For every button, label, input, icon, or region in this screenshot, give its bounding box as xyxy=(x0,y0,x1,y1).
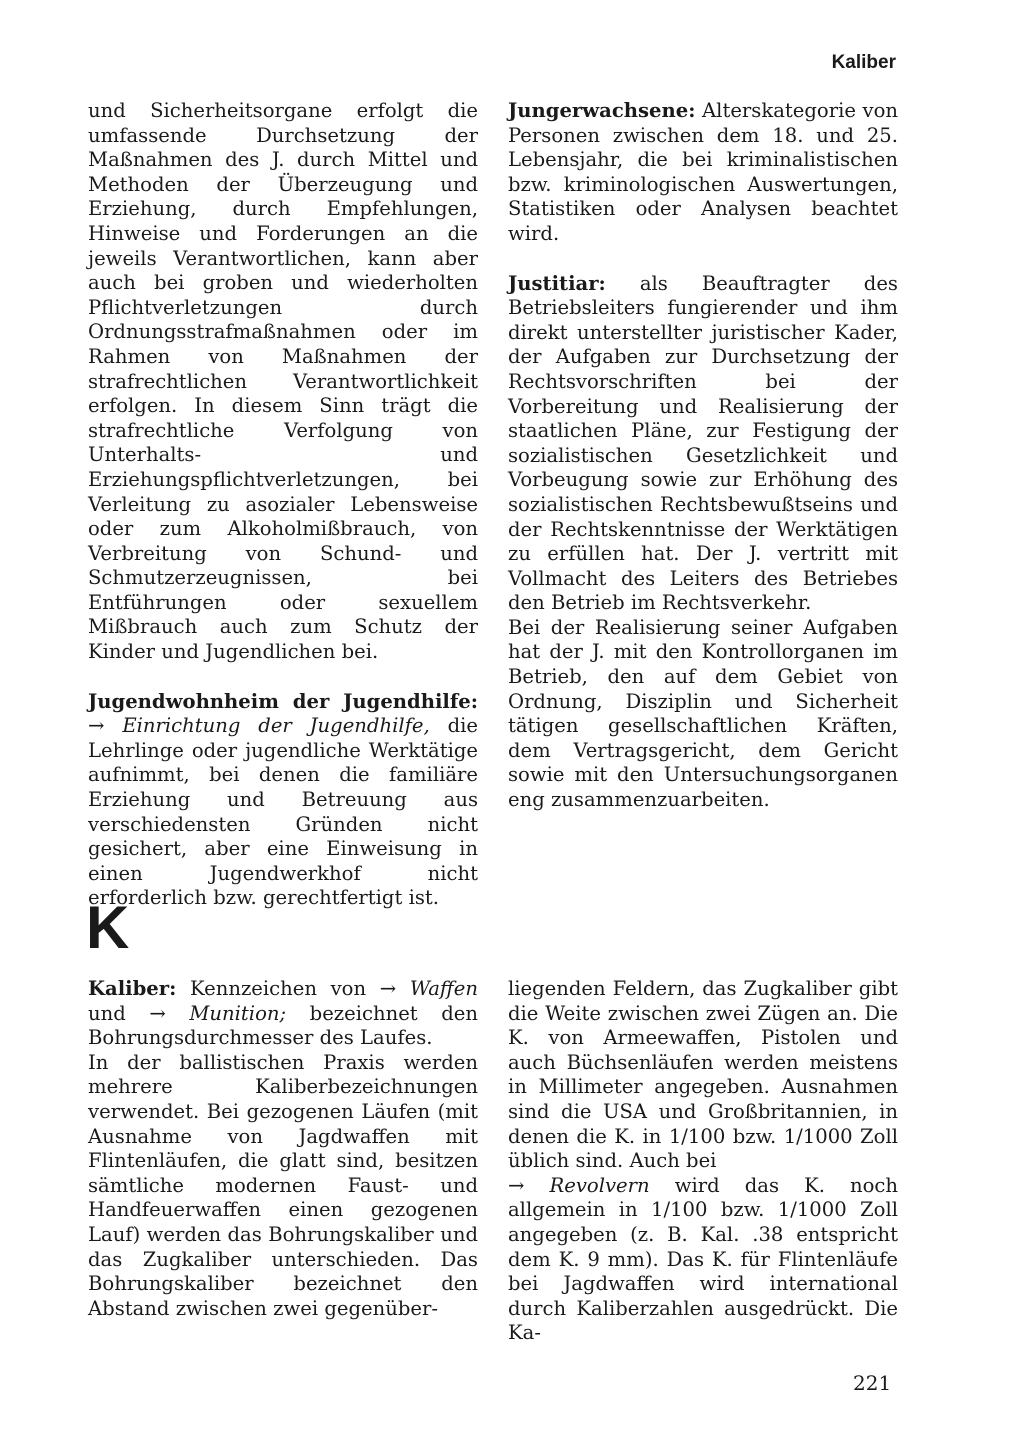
entry-text: liegenden Feldern, das Zugkaliber gibt die Weite zwischen zwei Zügen an. Die K. von Armeewaffen, Pistolen und auch Büchsenläufen werden meistens in Millimeter angegeben. Ausnahmen sind die USA und Großbritannien, in denen die K. in 1/100 bzw. 1/1000 Zoll üblich sind. Auch bei xyxy=(508,977,898,1173)
arrow-icon: → xyxy=(379,977,397,1000)
entry-term: Kaliber: xyxy=(88,977,177,1000)
cross-reference: Einrichtung der Jugendhilfe, xyxy=(122,714,430,738)
paragraph: In der ballistischen Praxis werden mehrere Kaliberbezeichnungen verwendet. Bei gezogenen Läufen (mit Ausnahme von Jagdwaffen mit Flintenläufen, die glatt sind, besitzen sämtliche modernen Faust- und Handfeuerwaffen einen gezogenen Lauf) werden das Bohrungskaliber und das Zugkaliber unterschieden. Das Bohrungskaliber bezeichnet den Abstand zwischen zwei gegenüber- xyxy=(88,1050,478,1320)
entry-jungerwachsene xyxy=(508,99,898,247)
arrow-icon: → xyxy=(149,1001,166,1025)
entry-term: Jungerwachsene: xyxy=(508,99,696,122)
paragraph-continuation: und Sicherheitsorgane erfolgt die umfassende Durchsetzung der Maßnahmen des J. durch Mittel und Methoden der Überzeugung und Erziehung, durch Empfehlungen, Hinweise und Forderungen an die jeweils Verantwortlichen, kann aber auch bei groben und wiederholten Pflichtverletzungen durch Ordnungsstrafmaßnahmen oder im Rahmen von Maßnahmen der strafrechtlichen Verantwortlichkeit erfolgen. In diesem Sinn trägt die strafrechtliche Verfolgung von Unterhalts- und Erziehungspflichtverletzungen, bei Verleitung zu asozialer Lebensweise oder zum Alkoholmißbrauch, von Verbreitung von Schund- und Schmutzerzeugnissen, bei Entführungen oder sexuellem Mißbrauch auch zum Schutz der Kinder und Jugendlichen bei. xyxy=(88,99,478,664)
paragraph-continuation xyxy=(508,977,898,1346)
entry-justitiar xyxy=(508,272,898,616)
column-left-bottom xyxy=(88,977,478,1321)
section-letter: K xyxy=(86,894,130,961)
column-right-bottom xyxy=(508,977,898,1346)
entry-text: die Lehrlinge oder jugendliche Werktätige aufnimmt, bei denen die familiäre Erziehung und Betreuung aus verschiedensten Gründen nicht gesichert, aber eine Einweisung in einen Jugendwerkhof nicht erforderlich bzw. gerechtfertigt ist. xyxy=(88,714,479,910)
entry-text: bezeichnet den Bohrungsdurchmesser des Laufes. xyxy=(88,1001,479,1050)
entry-term: Jugendwohnheim der Jugendhilfe: xyxy=(88,689,478,713)
entry-text: Alterskategorie von Personen zwischen dem 18. und 25. Lebensjahr, die bei kriminalistischen bzw. kriminologischen Auswertungen, Statistiken oder Analysen beachtet wird. xyxy=(508,99,898,245)
entry-text: und xyxy=(88,1001,126,1025)
arrow-icon: → xyxy=(88,714,105,738)
entry-justitiar-continued: Bei der Realisierung seiner Aufgaben hat der J. mit den Kontrollorganen im Betrieb, den auf dem Gebiet von Ordnung, Disziplin und Sicherheit tätigen gesellschaftlichen Kräften, dem Vertragsgericht, dem Gericht sowie mit den Untersuchungsorganen eng zusammenzuarbeiten. xyxy=(508,615,898,812)
entry-text: wird das K. noch allgemein in 1/100 bzw. 1/1000 Zoll angegeben (z. B. Kal. .38 entspricht dem K. 9 mm). Das K. für Flintenläufe bei Jagdwaffen wird international durch Kaliberzahlen ausgedrückt. Die Ka- xyxy=(508,1173,899,1345)
arrow-icon: → xyxy=(508,1173,525,1197)
entry-term: Justitiar: xyxy=(508,271,606,295)
cross-reference: Munition; xyxy=(189,1001,287,1025)
cross-reference: Revolvern xyxy=(549,1173,650,1197)
entry-text: als Beauftragter des Betriebsleiters fungierender und ihm direkt unterstellter juristischer Kader, der Aufgaben zur Durchsetzung der Rechtsvorschriften bei der Vorbereitung und Realisierung der staatlichen Pläne, zur Festigung der sozialistischen Gesetzlichkeit und Vorbeugung sowie zur Erhöhung des sozialistischen Rechtsbewußtseins und der Rechtskenntnisse der Werktätigen zu erfüllen hat. Der J. vertritt mit Vollmacht des Leiters des Betriebes den Betrieb im Rechtsverkehr. xyxy=(508,271,898,615)
entry-jugendwohnheim xyxy=(88,690,478,911)
cross-reference: Waffen xyxy=(409,977,479,1000)
column-right-top xyxy=(508,99,898,813)
column-left-top xyxy=(88,99,478,911)
running-head: Kaliber xyxy=(831,52,896,73)
page-number: 221 xyxy=(853,1371,892,1395)
entry-kaliber xyxy=(88,977,478,1051)
entry-text: Kennzeichen von xyxy=(190,977,367,1000)
